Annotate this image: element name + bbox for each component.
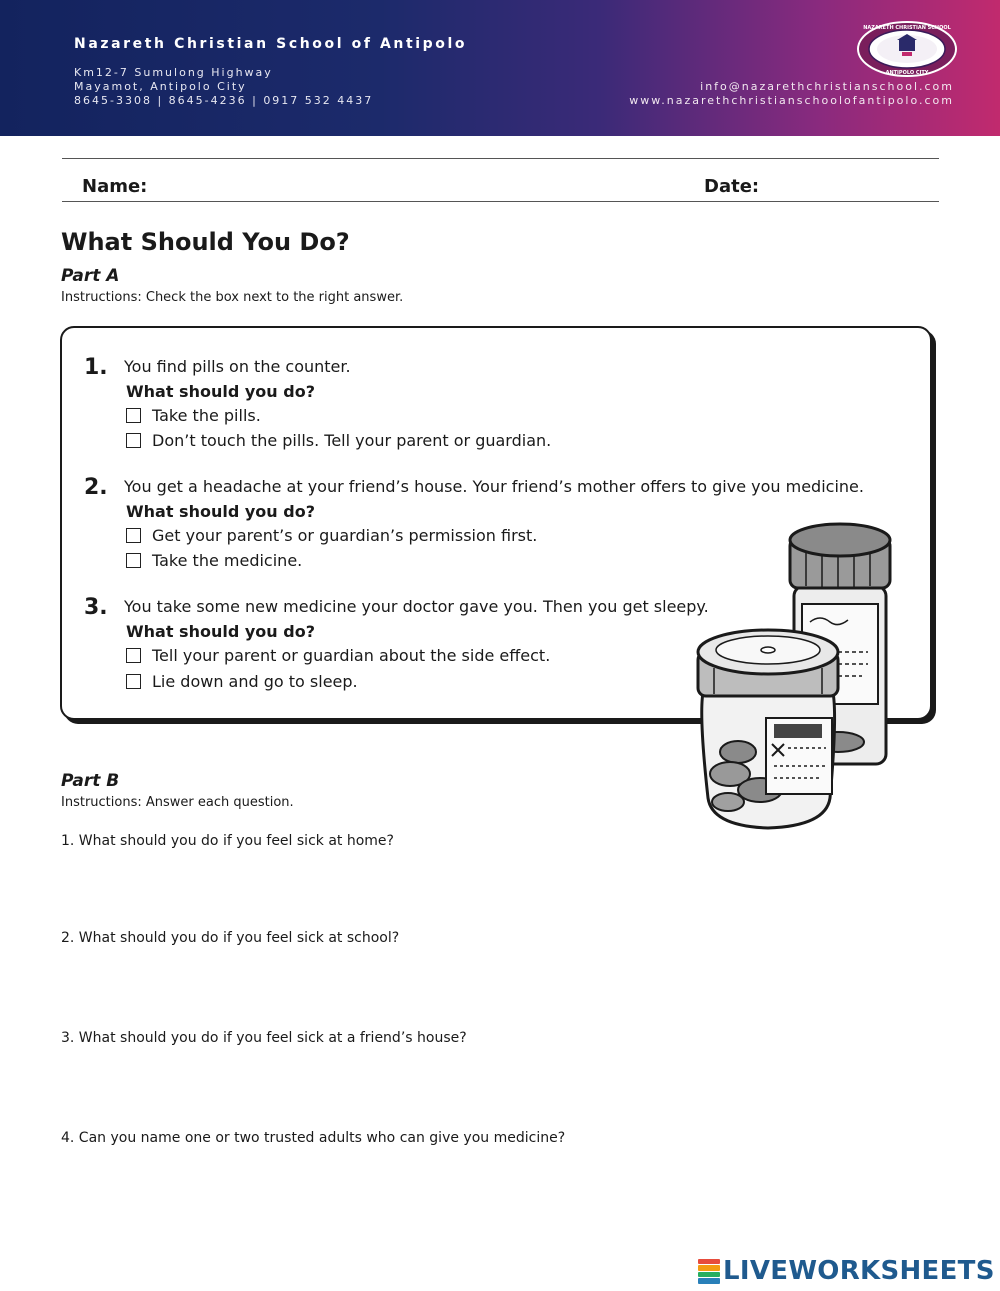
phone-numbers: 8645-3308 | 8645-4236 | 0917 532 4437 [74, 94, 374, 107]
part-b-question-3: 3. What should you do if you feel sick at a friend’s house? [61, 1030, 467, 1046]
option-label: Don’t touch the pills. Tell your parent or guardian. [152, 431, 552, 450]
question-1-option-1[interactable] [126, 406, 261, 425]
logo-text-top: NAZARETH CHRISTIAN SCHOOL [863, 25, 951, 31]
liveworksheets-logo-icon [698, 1258, 720, 1284]
question-1-prompt: What should you do? [126, 382, 315, 401]
address-line-1: Km12-7 Sumulong Highway [74, 66, 273, 79]
school-header [0, 0, 1000, 136]
question-1-number: 1. [84, 355, 108, 380]
school-email: info@nazarethchristianschool.com [700, 80, 954, 93]
question-3-number: 3. [84, 595, 108, 620]
checkbox[interactable] [126, 528, 141, 543]
liveworksheets-brand[interactable] [698, 1256, 995, 1286]
question-2-option-1[interactable] [126, 526, 537, 545]
question-3-option-2[interactable] [126, 672, 358, 691]
checkbox[interactable] [126, 433, 141, 448]
worksheet-title: What Should You Do? [61, 228, 350, 256]
logo-text-bottom: ANTIPOLO CITY [885, 70, 929, 76]
school-name: Nazareth Christian School of Antipolo [74, 36, 468, 52]
option-label: Tell your parent or guardian about the side effect. [152, 646, 551, 665]
school-seal-logo [856, 20, 958, 78]
checkbox[interactable] [126, 674, 141, 689]
brand-text: LIVEWORKSHEETS [723, 1256, 995, 1286]
part-a-instructions: Instructions: Check the box next to the right answer. [61, 290, 404, 305]
part-a-heading: Part A [61, 266, 120, 286]
checkbox[interactable] [126, 408, 141, 423]
name-label: Name: [82, 176, 148, 197]
medicine-bottles-illustration [690, 512, 912, 836]
option-label: Lie down and go to sleep. [152, 672, 358, 691]
part-b-instructions: Instructions: Answer each question. [61, 795, 294, 810]
part-b-question-4: 4. Can you name one or two trusted adults who can give you medicine? [61, 1130, 566, 1146]
part-b-question-1: 1. What should you do if you feel sick at home? [61, 833, 394, 849]
school-website: www.nazarethchristianschoolofantipolo.com [629, 94, 954, 107]
checkbox[interactable] [126, 648, 141, 663]
option-label: Take the medicine. [152, 551, 303, 570]
question-1-text: You find pills on the counter. [124, 357, 351, 376]
question-2-option-2[interactable] [126, 551, 302, 570]
question-2-prompt: What should you do? [126, 502, 315, 521]
divider-bottom [62, 201, 939, 202]
question-3-option-1[interactable] [126, 646, 550, 665]
question-2-text: You get a headache at your friend’s house. Your friend’s mother offers to give you medicine. [124, 477, 864, 496]
question-2-number: 2. [84, 475, 108, 500]
part-b-heading: Part B [61, 771, 120, 791]
part-b-question-2: 2. What should you do if you feel sick at school? [61, 930, 400, 946]
question-3-prompt: What should you do? [126, 622, 315, 641]
address-line-2: Mayamot, Antipolo City [74, 80, 247, 93]
checkbox[interactable] [126, 553, 141, 568]
date-label: Date: [704, 176, 760, 197]
divider-top [62, 158, 939, 159]
option-label: Take the pills. [152, 406, 261, 425]
option-label: Get your parent’s or guardian’s permission first. [152, 526, 538, 545]
question-3-text: You take some new medicine your doctor gave you. Then you get sleepy. [124, 597, 709, 616]
question-1-option-2[interactable] [126, 431, 551, 450]
